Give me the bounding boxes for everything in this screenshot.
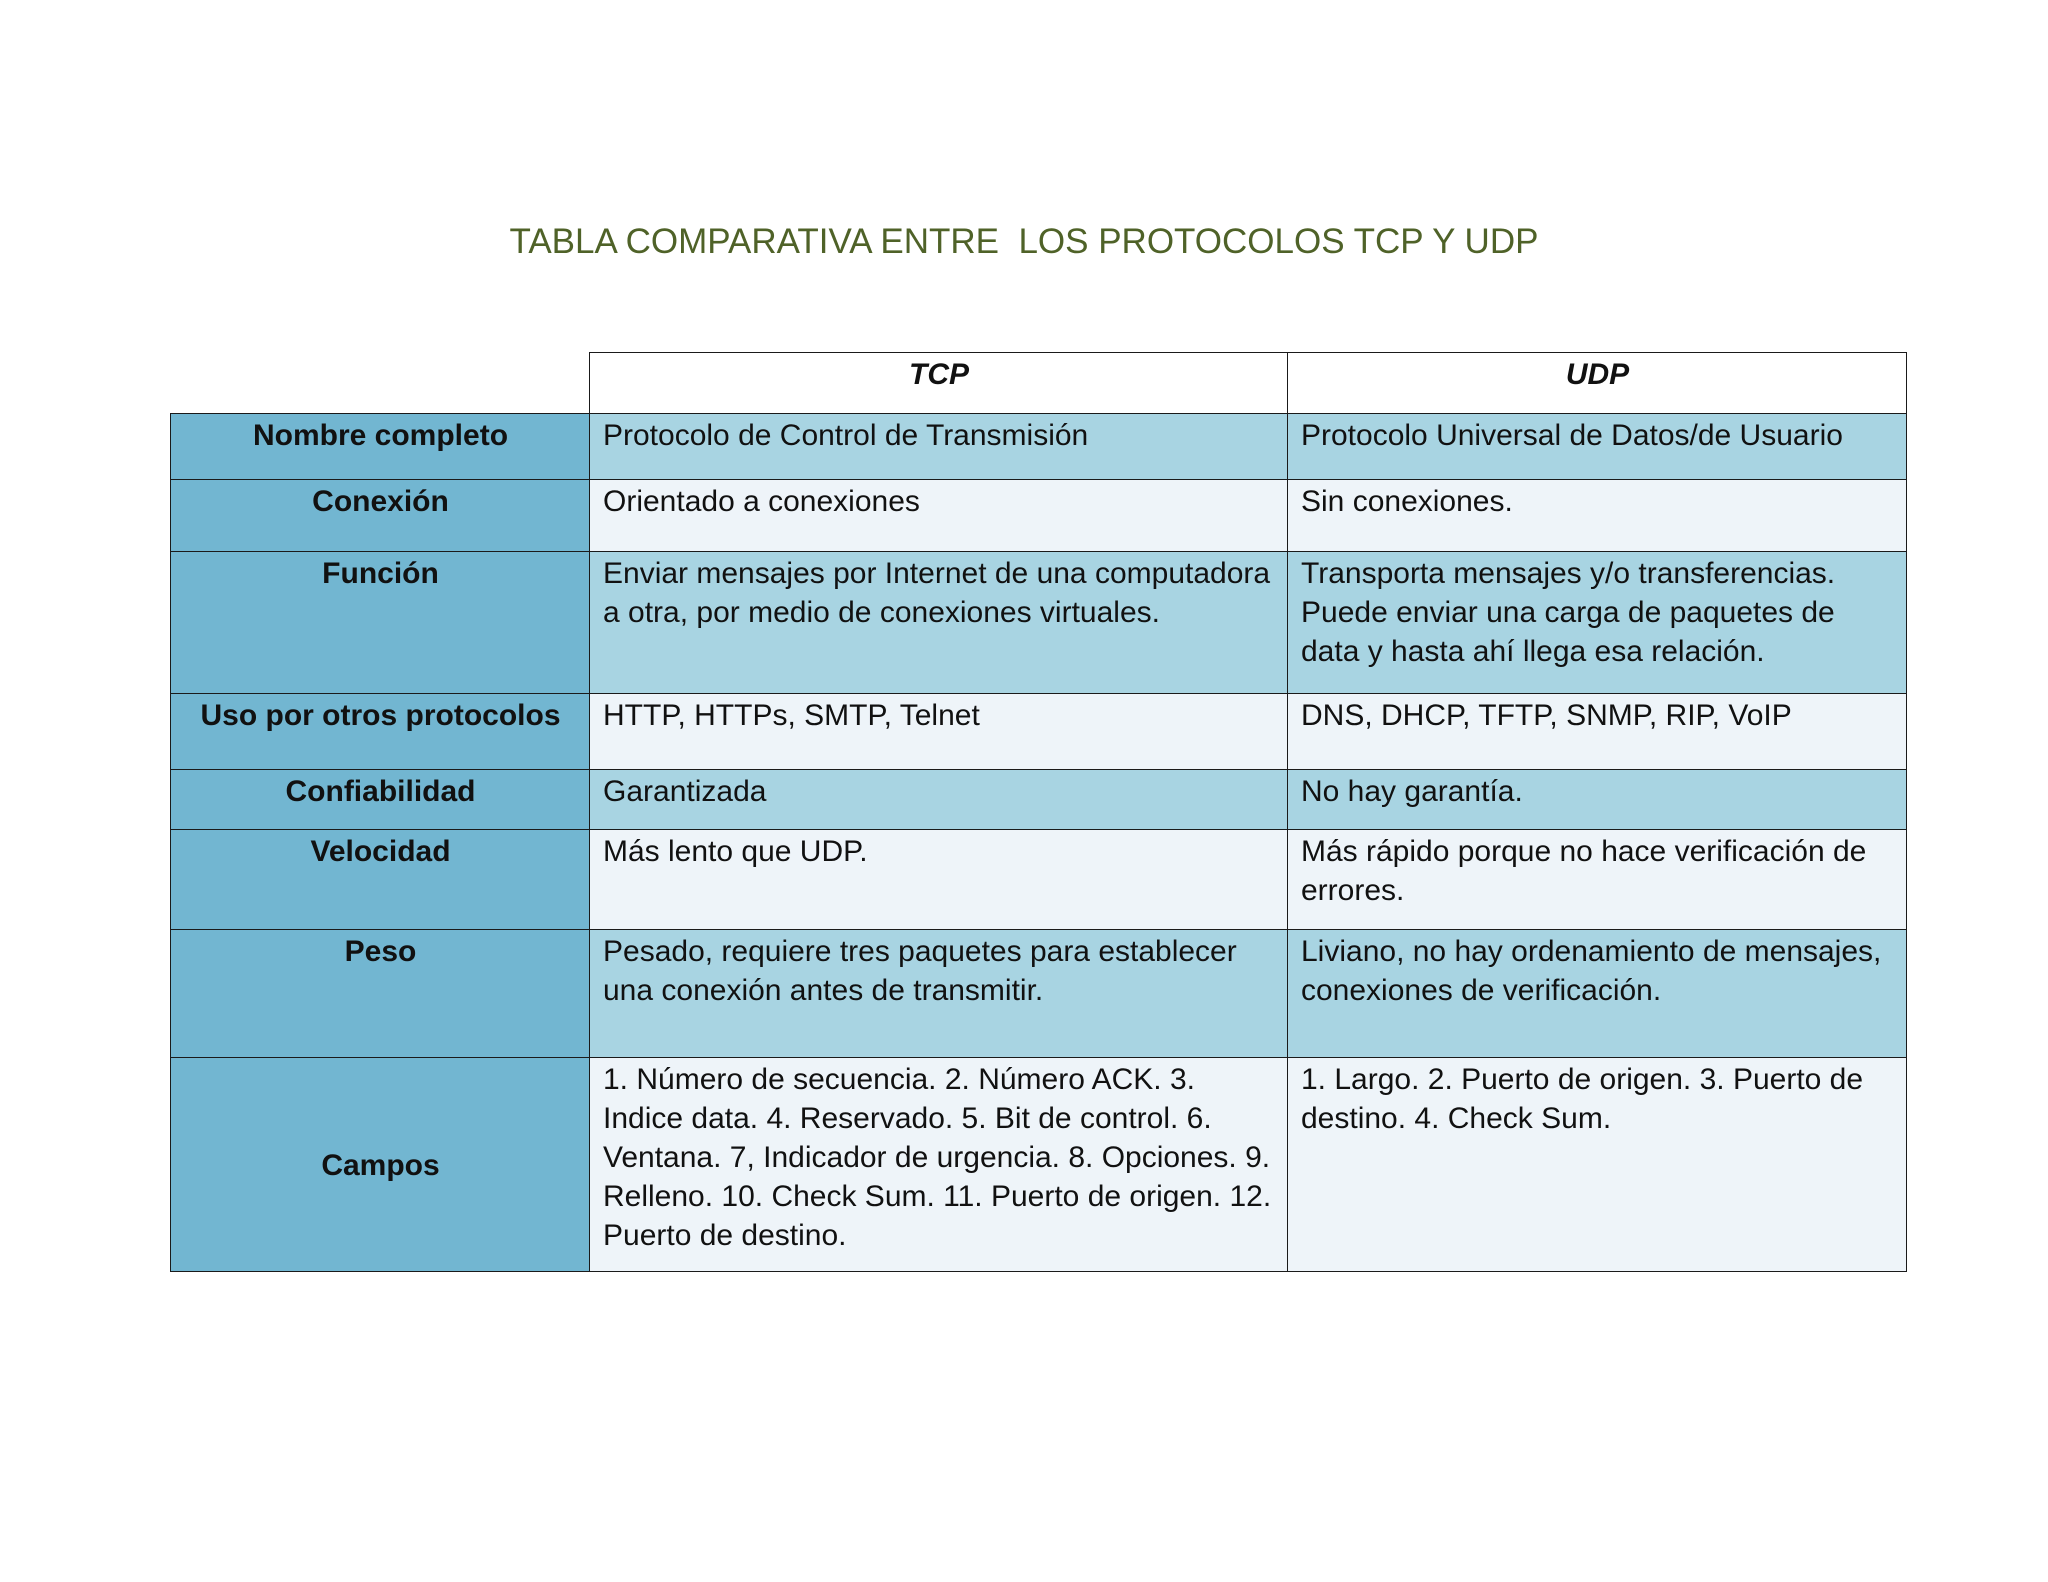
row-header: Velocidad [171, 830, 590, 930]
page-title: TABLA COMPARATIVA ENTRE LOS PROTOCOLOS TCP Y UDP [509, 222, 1539, 261]
table-row [171, 694, 1907, 770]
table-row [171, 1058, 1907, 1272]
row-header: Función [171, 552, 590, 694]
udp-cell: Más rápido porque no hace verificación de errores. [1288, 830, 1907, 930]
table-row [171, 552, 1907, 694]
udp-cell: DNS, DHCP, TFTP, SNMP, RIP, VoIP [1288, 694, 1907, 770]
tcp-cell: HTTP, HTTPs, SMTP, Telnet [590, 694, 1288, 770]
tcp-cell: Enviar mensajes por Internet de una computadora a otra, por medio de conexiones virtuales. [590, 552, 1288, 694]
row-header: Confiabilidad [171, 770, 590, 830]
tcp-cell: Protocolo de Control de Transmisión [590, 414, 1288, 480]
table-row [171, 930, 1907, 1058]
header-row [171, 353, 1907, 414]
corner-cell [171, 353, 590, 414]
table-row [171, 414, 1907, 480]
udp-cell: Transporta mensajes y/o transferencias. Puede enviar una carga de paquetes de data y hasta ahí llega esa relación. [1288, 552, 1907, 694]
column-header-tcp: TCP [590, 353, 1288, 414]
udp-cell: Sin conexiones. [1288, 480, 1907, 552]
row-header: Uso por otros protocolos [171, 694, 590, 770]
tcp-cell: Garantizada [590, 770, 1288, 830]
row-header: Campos [171, 1058, 590, 1272]
comparison-table [170, 352, 1907, 1272]
udp-cell: Protocolo Universal de Datos/de Usuario [1288, 414, 1907, 480]
row-header: Nombre completo [171, 414, 590, 480]
table-row [171, 770, 1907, 830]
tcp-cell: Orientado a conexiones [590, 480, 1288, 552]
tcp-cell: Más lento que UDP. [590, 830, 1288, 930]
row-header: Conexión [171, 480, 590, 552]
udp-cell: No hay garantía. [1288, 770, 1907, 830]
table-row [171, 830, 1907, 930]
row-header: Peso [171, 930, 590, 1058]
table-row [171, 480, 1907, 552]
column-header-udp: UDP [1288, 353, 1907, 414]
tcp-cell: Pesado, requiere tres paquetes para establecer una conexión antes de transmitir. [590, 930, 1288, 1058]
udp-cell: Liviano, no hay ordenamiento de mensajes, conexiones de verificación. [1288, 930, 1907, 1058]
tcp-cell: 1. Número de secuencia. 2. Número ACK. 3. Indice data. 4. Reservado. 5. Bit de control. 6. Ventana. 7, Indicador de urgencia. 8. Opciones. 9. Relleno. 10. Check Sum. 11. Puerto de origen. 12. Puerto de destino. [590, 1058, 1288, 1272]
udp-cell: 1. Largo. 2. Puerto de origen. 3. Puerto de destino. 4. Check Sum. [1288, 1058, 1907, 1272]
